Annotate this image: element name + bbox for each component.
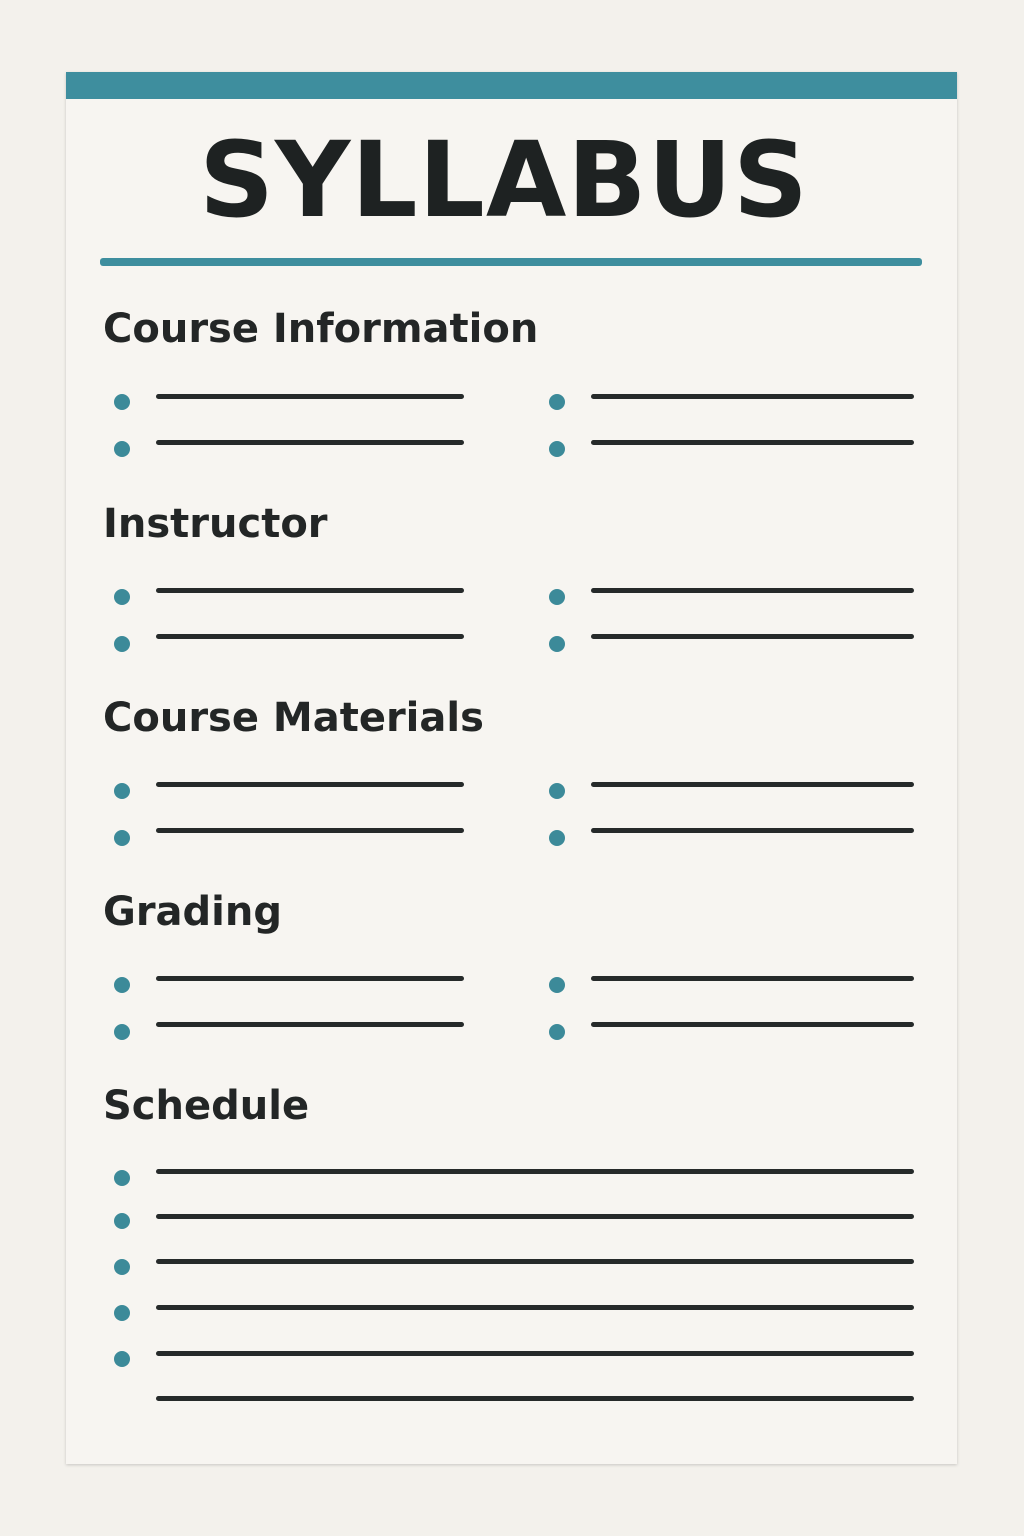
bullet-point — [549, 636, 565, 652]
placeholder-text-line — [591, 440, 914, 445]
placeholder-text-line — [156, 588, 464, 593]
bullet-point — [114, 1305, 130, 1321]
placeholder-text-line — [156, 1351, 914, 1356]
bullet-point — [114, 636, 130, 652]
bullet-point — [114, 830, 130, 846]
bullet-point — [114, 1213, 130, 1229]
bullet-point — [114, 783, 130, 799]
placeholder-text-line — [156, 1022, 464, 1027]
placeholder-text-line — [156, 394, 464, 399]
title-divider — [100, 258, 922, 266]
top-accent-band — [66, 72, 957, 99]
syllabus-page — [66, 72, 957, 1464]
page-title: SYLLABUS — [199, 119, 809, 241]
placeholder-text-line — [156, 1305, 914, 1310]
placeholder-text-line — [591, 394, 914, 399]
bullet-point — [114, 977, 130, 993]
placeholder-text-line — [591, 828, 914, 833]
section-heading-grading: Grading — [103, 889, 283, 935]
bullet-point — [549, 441, 565, 457]
placeholder-text-line — [156, 1214, 914, 1219]
placeholder-text-line — [156, 440, 464, 445]
bullet-point — [549, 830, 565, 846]
bullet-point — [549, 977, 565, 993]
section-heading-course-materials: Course Materials — [103, 695, 484, 741]
bullet-point — [114, 441, 130, 457]
placeholder-text-line — [156, 1396, 914, 1401]
placeholder-text-line — [156, 782, 464, 787]
placeholder-text-line — [156, 976, 464, 981]
bullet-point — [549, 1024, 565, 1040]
bullet-point — [114, 1170, 130, 1186]
bullet-point — [114, 1024, 130, 1040]
placeholder-text-line — [156, 1169, 914, 1174]
placeholder-text-line — [156, 828, 464, 833]
bullet-point — [114, 1259, 130, 1275]
bullet-point — [114, 394, 130, 410]
bullet-point — [549, 589, 565, 605]
placeholder-text-line — [591, 976, 914, 981]
bullet-point — [549, 394, 565, 410]
section-heading-instructor: Instructor — [103, 501, 328, 547]
bullet-point — [114, 589, 130, 605]
placeholder-text-line — [591, 634, 914, 639]
bullet-point — [114, 1351, 130, 1367]
placeholder-text-line — [156, 1259, 914, 1264]
placeholder-text-line — [591, 1022, 914, 1027]
section-heading-schedule: Schedule — [103, 1083, 310, 1129]
section-heading-course-information: Course Information — [103, 306, 539, 352]
placeholder-text-line — [591, 588, 914, 593]
bullet-point — [549, 783, 565, 799]
placeholder-text-line — [591, 782, 914, 787]
placeholder-text-line — [156, 634, 464, 639]
